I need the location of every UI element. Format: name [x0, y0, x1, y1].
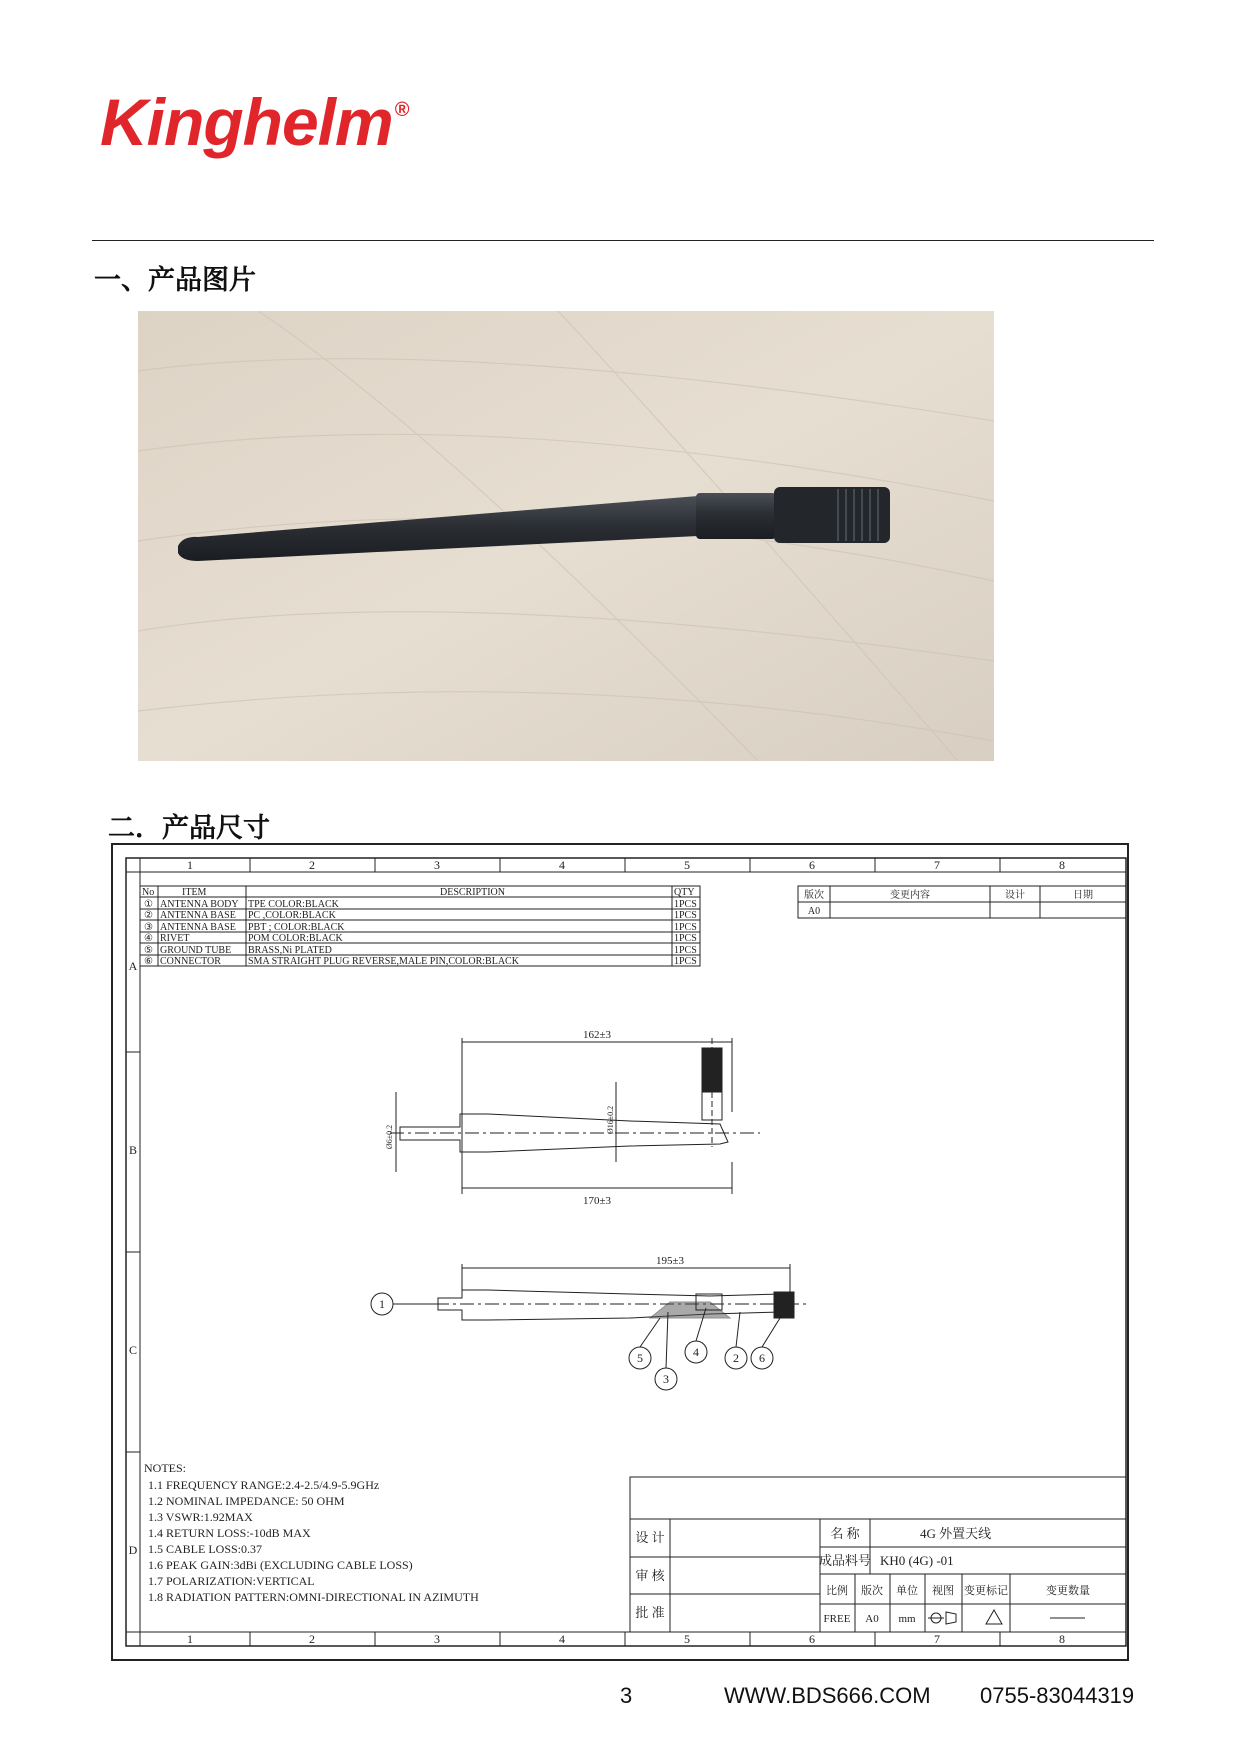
- dimension-dia-mid: Ø16±0.2: [606, 1105, 615, 1135]
- svg-text:1.5 CABLE LOSS:0.37: 1.5 CABLE LOSS:0.37: [148, 1542, 263, 1556]
- antenna-hinge: [696, 493, 776, 539]
- svg-text:1PCS: 1PCS: [674, 910, 697, 921]
- svg-text:⑤: ⑤: [144, 945, 153, 956]
- warning-triangle-icon: [986, 1610, 1002, 1624]
- col-label: 4: [559, 1632, 565, 1646]
- svg-text:视图: 视图: [932, 1585, 954, 1597]
- svg-text:1PCS: 1PCS: [674, 933, 697, 944]
- col-label: 8: [1059, 1632, 1065, 1646]
- svg-text:变更数量: 变更数量: [1046, 1585, 1090, 1597]
- svg-text:FREE: FREE: [823, 1613, 851, 1625]
- svg-text:版次: 版次: [804, 890, 824, 901]
- svg-text:设 计: 设 计: [635, 1530, 665, 1545]
- dimension-dia-left: Ø6±0.2: [385, 1124, 394, 1150]
- svg-text:1.4 RETURN LOSS:-10dB MAX: 1.4 RETURN LOSS:-10dB MAX: [148, 1526, 311, 1540]
- col-label: 3: [434, 1632, 440, 1646]
- svg-text:POM COLOR:BLACK: POM COLOR:BLACK: [248, 933, 343, 944]
- title-block: [630, 1477, 1126, 1632]
- col-label: 1: [187, 858, 193, 872]
- view-section: [410, 1264, 810, 1320]
- col-label: 6: [809, 1632, 815, 1646]
- svg-text:批 准: 批 准: [635, 1605, 665, 1620]
- svg-text:RIVET: RIVET: [160, 933, 190, 944]
- row-label: C: [128, 1343, 138, 1357]
- svg-text:ANTENNA BASE: ANTENNA BASE: [160, 922, 236, 933]
- svg-text:CONNECTOR: CONNECTOR: [160, 956, 221, 967]
- row-label: D: [128, 1543, 138, 1557]
- callout-2: 2: [733, 1351, 739, 1365]
- section-title-dimension: 二．产品尺寸: [108, 813, 270, 844]
- col-label: 7: [934, 858, 940, 872]
- svg-text:①: ①: [144, 899, 153, 910]
- svg-text:SMA STRAIGHT PLUG REVERSE,MALE: SMA STRAIGHT PLUG REVERSE,MALE PIN,COLOR:BLACK: [248, 956, 519, 967]
- col-label: 5: [684, 1632, 690, 1646]
- svg-text:名 称: 名 称: [830, 1526, 860, 1541]
- footer-website[interactable]: WWW.BDS666.COM: [724, 1683, 931, 1708]
- svg-text:比例: 比例: [826, 1585, 848, 1597]
- svg-text:③: ③: [144, 922, 153, 933]
- col-label: 1: [187, 1632, 193, 1646]
- col-label: 4: [559, 858, 565, 872]
- svg-text:1.1 FREQUENCY RANGE:2.4-2.5/4.: 1.1 FREQUENCY RANGE:2.4-2.5/4.9-5.9GHz: [148, 1478, 380, 1492]
- svg-text:变更标记: 变更标记: [964, 1585, 1008, 1597]
- svg-text:TPE COLOR:BLACK: TPE COLOR:BLACK: [248, 899, 339, 910]
- bom-header: ITEM: [182, 887, 207, 898]
- svg-text:②: ②: [144, 910, 153, 921]
- callout-4: 4: [693, 1345, 699, 1359]
- header-rule: [92, 240, 1154, 241]
- callout-5: 5: [637, 1351, 643, 1365]
- svg-text:版次: 版次: [861, 1585, 883, 1597]
- svg-text:审 核: 审 核: [635, 1568, 665, 1583]
- svg-text:单位: 单位: [896, 1585, 918, 1597]
- bom-header: No: [142, 887, 155, 898]
- svg-text:A0: A0: [865, 1613, 879, 1625]
- svg-text:1.3 VSWR:1.92MAX: 1.3 VSWR:1.92MAX: [148, 1510, 253, 1524]
- svg-text:1.8 RADIATION PATTERN:OMNI-DIR: 1.8 RADIATION PATTERN:OMNI-DIRECTIONAL IN AZIMUTH: [148, 1590, 479, 1604]
- svg-text:1.7 POLARIZATION:VERTICAL: 1.7 POLARIZATION:VERTICAL: [148, 1574, 315, 1588]
- callout-1: 1: [379, 1297, 385, 1311]
- svg-text:设计: 设计: [1005, 890, 1025, 901]
- col-label: 2: [309, 1632, 315, 1646]
- svg-text:A0: A0: [807, 906, 821, 917]
- svg-text:⑥: ⑥: [144, 956, 153, 967]
- svg-text:变更内容: 变更内容: [890, 890, 930, 901]
- svg-text:1.6 PEAK GAIN:3dBi (EXCLUDING: 1.6 PEAK GAIN:3dBi (EXCLUDING CABLE LOSS): [148, 1558, 413, 1572]
- dimension-drawing: [110, 842, 1130, 1662]
- svg-text:BRASS,Ni PLATED: BRASS,Ni PLATED: [248, 945, 332, 956]
- projection-symbol-icon: [928, 1612, 956, 1624]
- dimension-top: 162±3: [582, 1029, 612, 1041]
- product-photo: [138, 311, 994, 761]
- antenna-connector: [774, 487, 890, 543]
- page-number: 3: [620, 1683, 633, 1708]
- callouts: [371, 1293, 780, 1390]
- notes: [144, 1461, 479, 1604]
- section-title-photo: 一、产品图片: [94, 265, 256, 296]
- dimension-bottom: 170±3: [582, 1195, 612, 1207]
- col-label: 5: [684, 858, 690, 872]
- footer-phone: 0755-83044319: [980, 1683, 1135, 1708]
- svg-text:KH0 (4G) -01: KH0 (4G) -01: [880, 1553, 954, 1568]
- col-label: 2: [309, 858, 315, 872]
- svg-text:1PCS: 1PCS: [674, 899, 697, 910]
- callout-3: 3: [663, 1372, 669, 1386]
- svg-text:1PCS: 1PCS: [674, 945, 697, 956]
- svg-text:GROUND TUBE: GROUND TUBE: [160, 945, 232, 956]
- dimension-overall: 195±3: [655, 1255, 685, 1267]
- svg-text:mm: mm: [898, 1613, 916, 1625]
- svg-text:PBT ; COLOR:BLACK: PBT ; COLOR:BLACK: [248, 922, 345, 933]
- svg-text:ANTENNA BASE: ANTENNA BASE: [160, 910, 236, 921]
- bom-header: DESCRIPTION: [440, 887, 506, 898]
- col-label: 6: [809, 858, 815, 872]
- col-label: 8: [1059, 858, 1065, 872]
- brand-logo: Kinghelm ®: [100, 85, 409, 159]
- view-top: [390, 1038, 760, 1194]
- svg-text:PC ,COLOR:BLACK: PC ,COLOR:BLACK: [248, 910, 336, 921]
- svg-text:1PCS: 1PCS: [674, 956, 697, 967]
- bom-header: QTY: [674, 887, 695, 898]
- svg-text:1.2 NOMINAL IMPEDANCE: 50 OHM: 1.2 NOMINAL IMPEDANCE: 50 OHM: [148, 1494, 345, 1508]
- row-label: B: [128, 1143, 138, 1157]
- svg-text:日期: 日期: [1073, 890, 1093, 901]
- svg-text:1PCS: 1PCS: [674, 922, 697, 933]
- col-label: 7: [934, 1632, 940, 1646]
- svg-text:成品料号: 成品料号: [818, 1553, 872, 1568]
- svg-text:NOTES:: NOTES:: [144, 1461, 186, 1475]
- col-label: 3: [434, 858, 440, 872]
- svg-text:4G 外置天线: 4G 外置天线: [920, 1526, 992, 1541]
- row-label: A: [128, 959, 138, 973]
- svg-text:④: ④: [144, 933, 153, 944]
- svg-text:ANTENNA BODY: ANTENNA BODY: [160, 899, 239, 910]
- callout-6: 6: [759, 1351, 765, 1365]
